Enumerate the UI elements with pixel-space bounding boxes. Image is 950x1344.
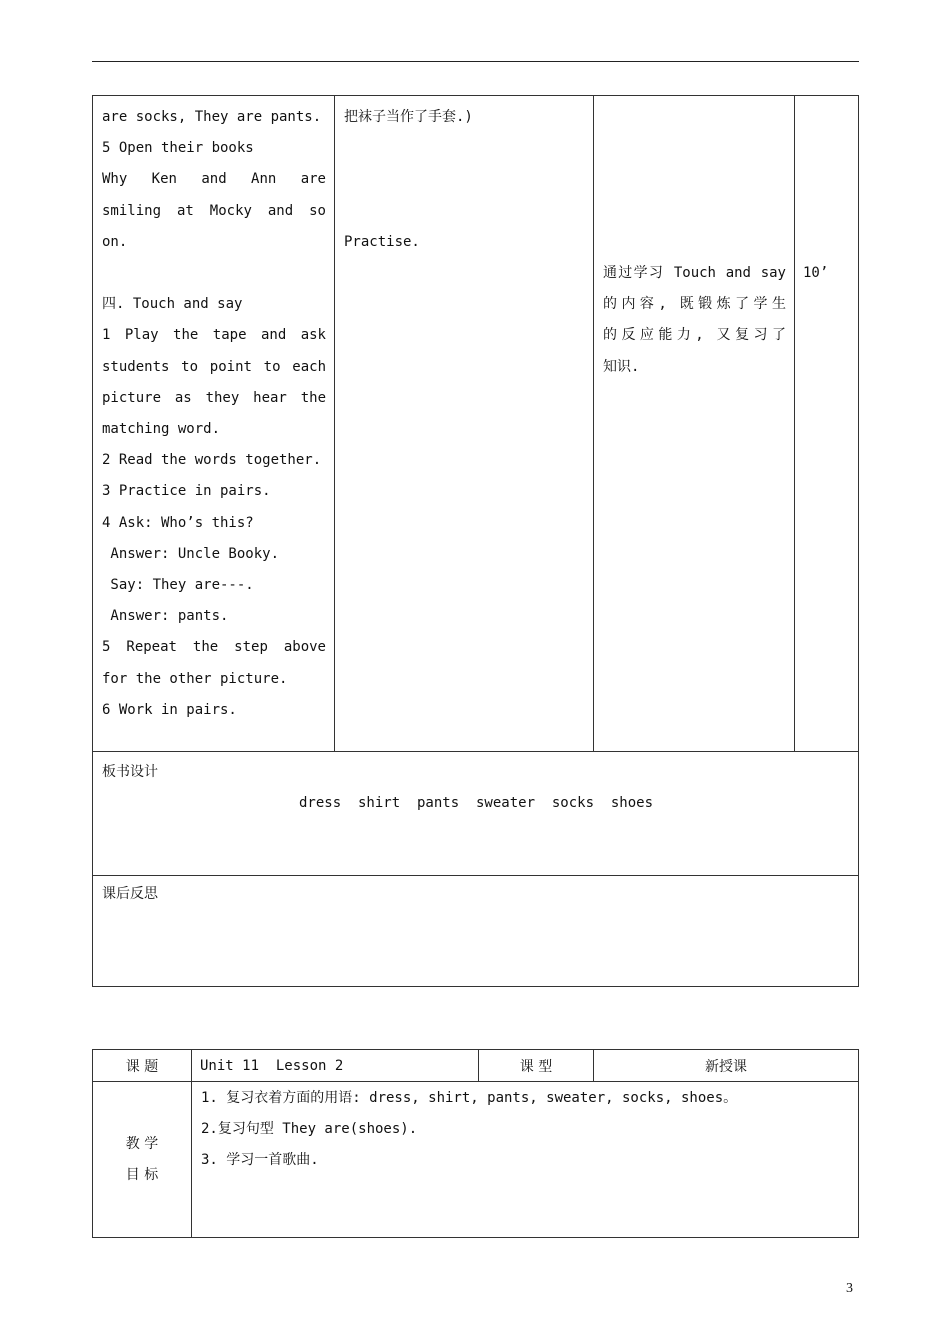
topic-label-cell [93, 1050, 192, 1082]
steps-line: 6 Work in pairs. [102, 701, 237, 718]
activity-line [344, 133, 585, 164]
steps-line: picture as they hear the [102, 389, 326, 406]
intent-line: 通过学习 Touch and say [603, 265, 786, 281]
steps-line: on. [102, 233, 128, 250]
steps-line: 3 Practice in pairs. [102, 483, 271, 500]
page-number: 3 [846, 1281, 853, 1296]
reflection-label: 课后反思 [102, 886, 158, 902]
intent-line: 知识. [603, 358, 640, 375]
activity-line [344, 196, 585, 227]
reflection-cell [93, 876, 859, 987]
steps-line: Answer: Uncle Booky. [102, 545, 280, 562]
steps-line: for the other picture. [102, 670, 288, 687]
design-intent-cell [594, 96, 795, 752]
procedure-row [93, 96, 859, 752]
objectives-line: 3. 学习一首歌曲. [201, 1152, 319, 1169]
activity-line: Practise. [344, 233, 420, 250]
board-design-label: 板书设计 [102, 764, 158, 780]
steps-line: Say: They are---. [102, 577, 254, 594]
objectives-cell [192, 1082, 859, 1238]
objectives-label-2: 目 标 [125, 1167, 159, 1183]
objectives-line: 1. 复习衣着方面的用语: dress, shirt, pants, sweater, socks, shoes。 [201, 1090, 738, 1106]
type-label: 课 型 [519, 1058, 553, 1075]
steps-line: 2 Read the words together. [102, 452, 322, 469]
board-design-cell [93, 752, 859, 876]
topic-row [93, 1050, 859, 1082]
teaching-steps-cell [93, 96, 335, 752]
intent-line: 的内容, 既锻炼了学生 [603, 296, 786, 313]
board-design-words: dress shirt pants sweater socks shoes [299, 795, 654, 812]
teaching-steps [93, 96, 334, 726]
intent-line: 的反应能力, 又复习了 [603, 327, 786, 344]
activity-line [344, 164, 585, 195]
steps-line: 5 Open their books [102, 140, 254, 157]
steps-line: matching word. [102, 421, 221, 438]
objectives-label-cell [93, 1082, 192, 1238]
type-label-cell [479, 1050, 594, 1082]
steps-line [102, 258, 326, 289]
header-rule [92, 61, 859, 62]
steps-line: Why Ken and Ann are [102, 171, 326, 188]
steps-line: students to point to each [102, 358, 326, 375]
type-value-cell [594, 1050, 859, 1082]
objectives-row [93, 1082, 859, 1238]
lesson2-header-table [92, 1049, 859, 1238]
time-allocation: 10’ [803, 265, 829, 281]
steps-line: 4 Ask: Who’s this? [102, 514, 254, 531]
objectives-line: 2.复习句型 They are(shoes). [201, 1121, 418, 1138]
steps-line: Answer: pants. [102, 608, 229, 625]
objectives-label-1: 教 学 [125, 1136, 159, 1152]
time-cell [795, 96, 859, 752]
steps-line: 1 Play the tape and ask [102, 327, 326, 344]
student-activity [335, 96, 593, 258]
topic-value-cell [192, 1050, 479, 1082]
topic-label: 课 题 [125, 1058, 159, 1075]
design-intent [594, 96, 794, 383]
activity-line: 把袜子当作了手套.) [344, 109, 473, 125]
steps-line: are socks, They are pants. [102, 109, 322, 125]
steps-line: smiling at Mocky and so [102, 202, 326, 219]
lesson-plan-table [92, 95, 859, 987]
objectives-list [192, 1082, 858, 1177]
reflection-row [93, 876, 859, 987]
type-value: 新授课 [705, 1058, 747, 1075]
steps-line: 5 Repeat the step above [102, 639, 326, 656]
topic-value: Unit 11 Lesson 2 [200, 1057, 344, 1074]
steps-line: 四. Touch and say [102, 296, 243, 313]
student-activity-cell [335, 96, 594, 752]
board-design-row [93, 752, 859, 876]
